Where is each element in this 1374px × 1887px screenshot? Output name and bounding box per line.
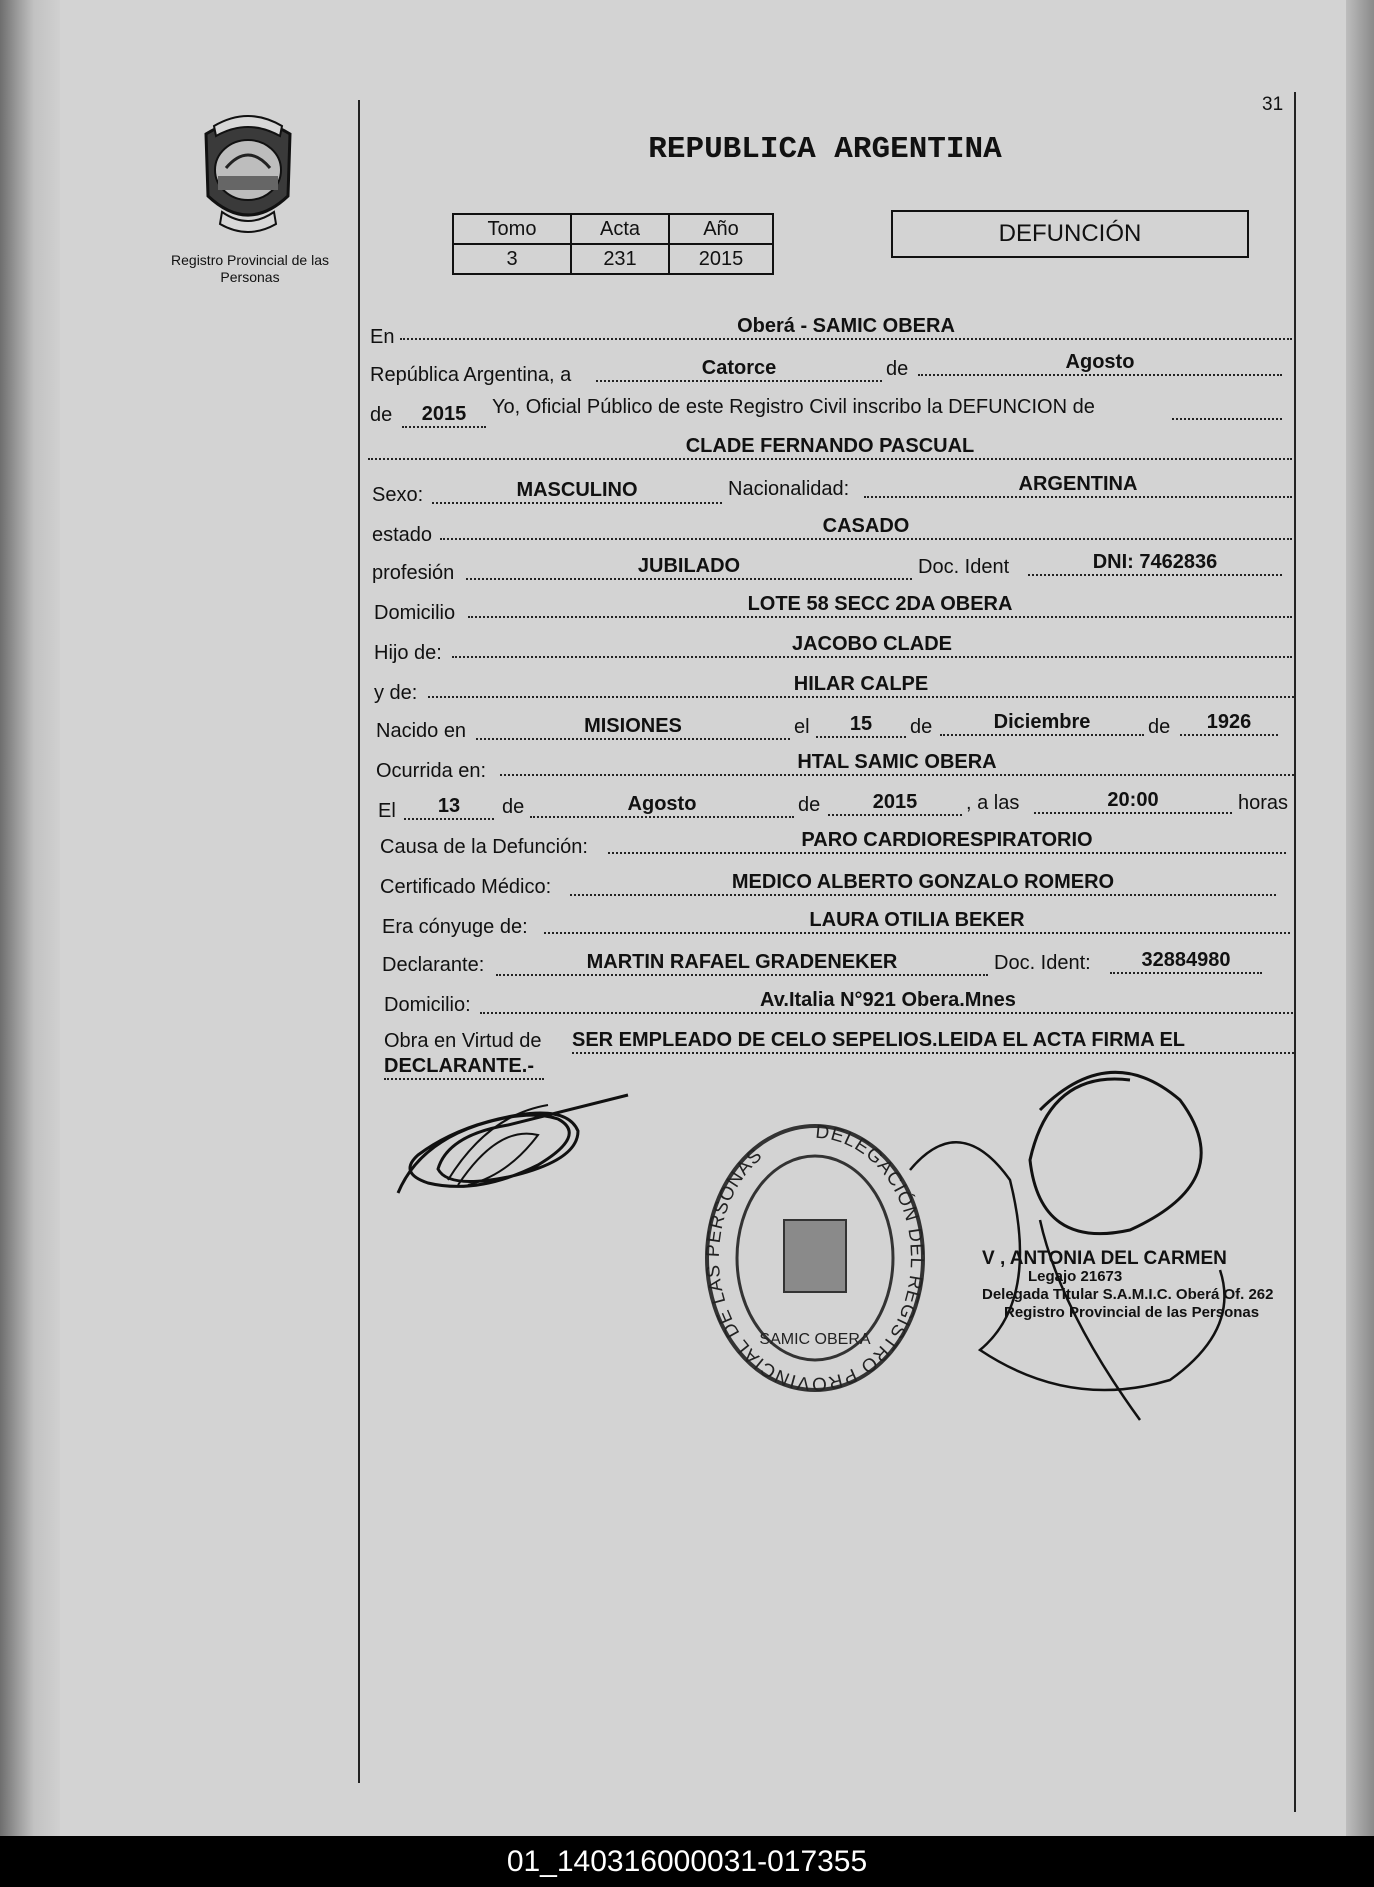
declarant-signature [388, 1085, 638, 1205]
birth-year-value: 1926 [1180, 710, 1278, 736]
mother-value: HILAR CALPE [428, 672, 1294, 698]
civil-status-value: CASADO [440, 514, 1292, 540]
declarant-doc-label: Doc. Ident: [994, 952, 1091, 974]
document-title: REPUBLICA ARGENTINA [648, 132, 1002, 167]
birth-el-label: el [794, 716, 810, 738]
declarant-doc-value: 32884980 [1110, 948, 1262, 974]
officer-name: V , ANTONIA DEL CARMEN [982, 1248, 1227, 1269]
profession-label: profesión [372, 562, 455, 584]
ref-value-anio: 2015 [669, 244, 773, 274]
sex-value: MASCULINO [432, 478, 722, 504]
declarant-label: Declarante: [382, 954, 485, 976]
spouse-label: Era cónyuge de: [382, 916, 528, 938]
at-label: , a las [966, 792, 1020, 814]
death-de-label-2: de [798, 794, 821, 816]
place-value: Oberá - SAMIC OBERA [400, 314, 1292, 340]
nationality-value: ARGENTINA [864, 472, 1292, 498]
death-year-value: 2015 [828, 790, 962, 816]
sex-label: Sexo: [372, 484, 424, 506]
cause-value: PARO CARDIORESPIRATORIO [608, 828, 1286, 854]
death-el-label: El [378, 800, 396, 822]
ref-header-anio: Año [669, 214, 773, 244]
ref-header-tomo: Tomo [453, 214, 571, 244]
virtue-value-line-2: DECLARANTE.- [384, 1054, 544, 1080]
death-month-value: Agosto [530, 792, 794, 818]
declarant-value: MARTIN RAFAEL GRADENEKER [496, 950, 988, 976]
birth-de-label-1: de [910, 716, 933, 738]
ref-value-tomo: 3 [453, 244, 571, 274]
death-de-label-1: de [502, 796, 525, 818]
birthplace-label: Nacido en [376, 720, 467, 742]
declarant-address-label: Domicilio: [384, 994, 471, 1016]
stamp-inner-text: SAMIC OBERA [759, 1331, 871, 1348]
officer-legajo: Legajo 21673 [1028, 1268, 1123, 1285]
year-value: 2015 [402, 402, 486, 428]
book-binding [0, 0, 60, 1836]
right-margin-line [1294, 92, 1296, 1812]
de-label-1: de [886, 358, 909, 380]
certificate-label: Certificado Médico: [380, 876, 552, 898]
document-type-box: DEFUNCIÓN [891, 210, 1249, 258]
officer-signature-block [982, 1250, 1282, 1322]
provincial-emblem-icon [192, 112, 304, 240]
birth-month-value: Diciembre [940, 710, 1144, 736]
de-label-2: de [370, 404, 393, 426]
father-label: Hijo de: [374, 642, 442, 664]
hours-label: horas [1238, 792, 1289, 814]
republica-label: República Argentina, a [370, 364, 572, 386]
spouse-value: LAURA OTILIA BEKER [544, 908, 1290, 934]
cause-label: Causa de la Defunción: [380, 836, 588, 858]
month-value: Agosto [918, 350, 1282, 376]
civil-status-label: estado [372, 524, 433, 546]
registry-label: Registro Provincial de las Personas [171, 252, 329, 285]
day-words-value: Catorce [596, 356, 882, 382]
death-hour-value: 20:00 [1034, 788, 1232, 814]
scan-id: 01_140316000031-017355 [506, 1845, 868, 1878]
mother-label: y de: [374, 682, 418, 704]
address-value: LOTE 58 SECC 2DA OBERA [468, 592, 1292, 618]
left-margin-line [358, 100, 360, 1783]
en-label: En [370, 326, 395, 348]
officer-signature [880, 1050, 1260, 1430]
nationality-label: Nacionalidad: [728, 478, 850, 500]
doc-label: Doc. Ident [918, 556, 1010, 578]
ref-header-acta: Acta [571, 214, 669, 244]
occurred-label: Ocurrida en: [376, 760, 487, 782]
stamp-ring-text: DELEGACIÓN DEL REGISTRO PROVINCIAL DE LAS PERSONAS [702, 1121, 928, 1395]
death-day-value: 13 [404, 794, 494, 820]
occurred-value: HTAL SAMIC OBERA [500, 750, 1294, 776]
profession-value: JUBILADO [466, 554, 912, 580]
certificate-value: MEDICO ALBERTO GONZALO ROMERO [570, 870, 1276, 896]
birth-de-label-2: de [1148, 716, 1171, 738]
fill-line [1172, 418, 1282, 420]
page-number: 31 [1262, 94, 1284, 115]
ref-value-acta: 231 [571, 244, 669, 274]
birthplace-value: MISIONES [476, 714, 790, 740]
page-edge [1346, 0, 1374, 1836]
address-label: Domicilio [374, 602, 456, 624]
father-value: JACOBO CLADE [452, 632, 1292, 658]
inscription-text: Yo, Oficial Público de este Registro Civil inscribo la DEFUNCION de [492, 396, 1095, 418]
virtue-label: Obra en Virtud de [384, 1030, 542, 1052]
officer-role: Delegada Titular S.A.M.I.C. Oberá Of. 262 [982, 1286, 1274, 1303]
reference-table [452, 213, 774, 275]
deceased-name-value: CLADE FERNANDO PASCUAL [368, 434, 1292, 460]
birth-day-value: 15 [816, 712, 906, 738]
declarant-address-value: Av.Italia N°921 Obera.Mnes [480, 988, 1296, 1014]
doc-value: DNI: 7462836 [1028, 550, 1282, 576]
virtue-value-line-1: SER EMPLEADO DE CELO SEPELIOS.LEIDA EL ACTA FIRMA EL [572, 1028, 1294, 1054]
officer-registry: Registro Provincial de las Personas [1004, 1304, 1260, 1321]
